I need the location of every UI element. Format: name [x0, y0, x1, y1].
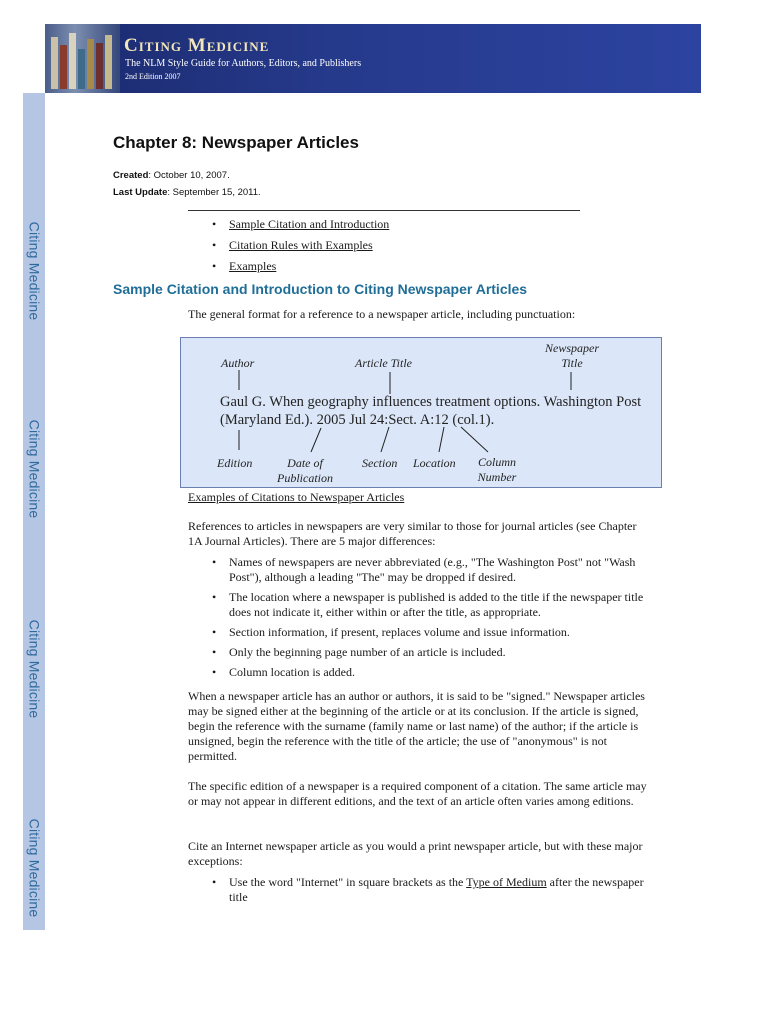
toc-item — [212, 259, 389, 274]
page-title: Chapter 8: Newspaper Articles — [113, 133, 359, 152]
type-of-medium-link[interactable]: Type of Medium — [466, 875, 547, 889]
label-article-title: Article Title — [355, 356, 412, 370]
toc-link-citation-rules[interactable]: Citation Rules with Examples — [229, 238, 373, 252]
differences-intro: References to articles in newspapers are very similar to those for journal articles (see Chapter 1A Journal Articles). There are 5 major differences: — [188, 519, 637, 548]
divider — [188, 210, 580, 211]
sidebar-label: Citing Medicine — [26, 221, 42, 321]
books-image — [45, 24, 120, 93]
toc-item — [212, 217, 389, 232]
banner-edition: 2nd Edition 2007 — [125, 72, 181, 81]
toc-list — [212, 217, 389, 274]
differences-list — [212, 555, 652, 680]
citation-line-2: (Maryland Ed.). 2005 Jul 24:Sect. A:12 (col.1). — [220, 412, 495, 428]
sidebar-label: Citing Medicine — [26, 619, 42, 719]
intro-text: The general format for a reference to a newspaper article, including punctuation: — [188, 307, 576, 321]
label-newspaper-title: Newspaper Title — [545, 341, 599, 370]
toc-item — [212, 238, 389, 253]
internet-paragraph: Cite an Internet newspaper article as you would a print newspaper article, but with these major exceptions: — [188, 839, 643, 868]
sidebar — [23, 93, 45, 930]
label-edition: Edition — [217, 456, 253, 470]
label-column-number: Column Number — [477, 455, 517, 484]
list-item: • Names of newspapers are never abbreviated (e.g., "The Washington Post" not "Wash Post"), although a leading "The" may be dropped if desired. — [212, 555, 652, 585]
list-item: • Use the word "Internet" in square brackets as the Type of Medium after the newspaper title — [212, 875, 652, 905]
last-update-date: Last Update: September 15, 2011. — [113, 187, 261, 198]
list-item: • Only the beginning page number of an article is included. — [212, 645, 652, 660]
edition-paragraph: The specific edition of a newspaper is a required component of a citation. The same article may or may not appear in different editions, and the text of an article often varies among editions. — [188, 779, 647, 808]
list-item: • Column location is added. — [212, 665, 652, 680]
header-banner — [45, 24, 701, 93]
banner-title: Citing Medicine — [124, 35, 270, 56]
label-location: Location — [413, 456, 456, 470]
section-heading: Sample Citation and Introduction to Citing Newspaper Articles — [113, 281, 528, 297]
list-item: • The location where a newspaper is published is added to the title if the newspaper title does not indicate it, either within or after the title, as appropriate. — [212, 590, 652, 620]
banner-subtitle: The NLM Style Guide for Authors, Editors, and Publishers — [125, 58, 362, 69]
sidebar-label: Citing Medicine — [26, 419, 42, 519]
label-section: Section — [362, 456, 398, 470]
citation-diagram — [180, 337, 662, 488]
toc-link-sample-citation[interactable]: Sample Citation and Introduction — [229, 217, 390, 231]
created-date: Created: October 10, 2007. — [113, 170, 230, 181]
examples-link[interactable]: Examples of Citations to Newspaper Articles — [188, 490, 405, 504]
internet-list — [212, 875, 652, 905]
label-date-of-publication: Date of Publication — [277, 456, 333, 485]
citation-line-1: Gaul G. When geography influences treatment options. Washington Post — [220, 394, 642, 410]
signed-paragraph: When a newspaper article has an author or authors, it is said to be "signed." Newspaper articles may be signed either at the beginning of the article or at its conclusion. If the article is signed, begin the reference with the surname (family name or last name) of the author; if the article is unsigned, begin the reference with the title of the article; the use of "anonymous" is not permitted. — [188, 689, 645, 763]
sidebar-label: Citing Medicine — [26, 818, 42, 918]
toc-link-examples[interactable]: Examples — [229, 259, 277, 273]
list-item: • Section information, if present, replaces volume and issue information. — [212, 625, 652, 640]
label-author: Author — [221, 356, 255, 370]
